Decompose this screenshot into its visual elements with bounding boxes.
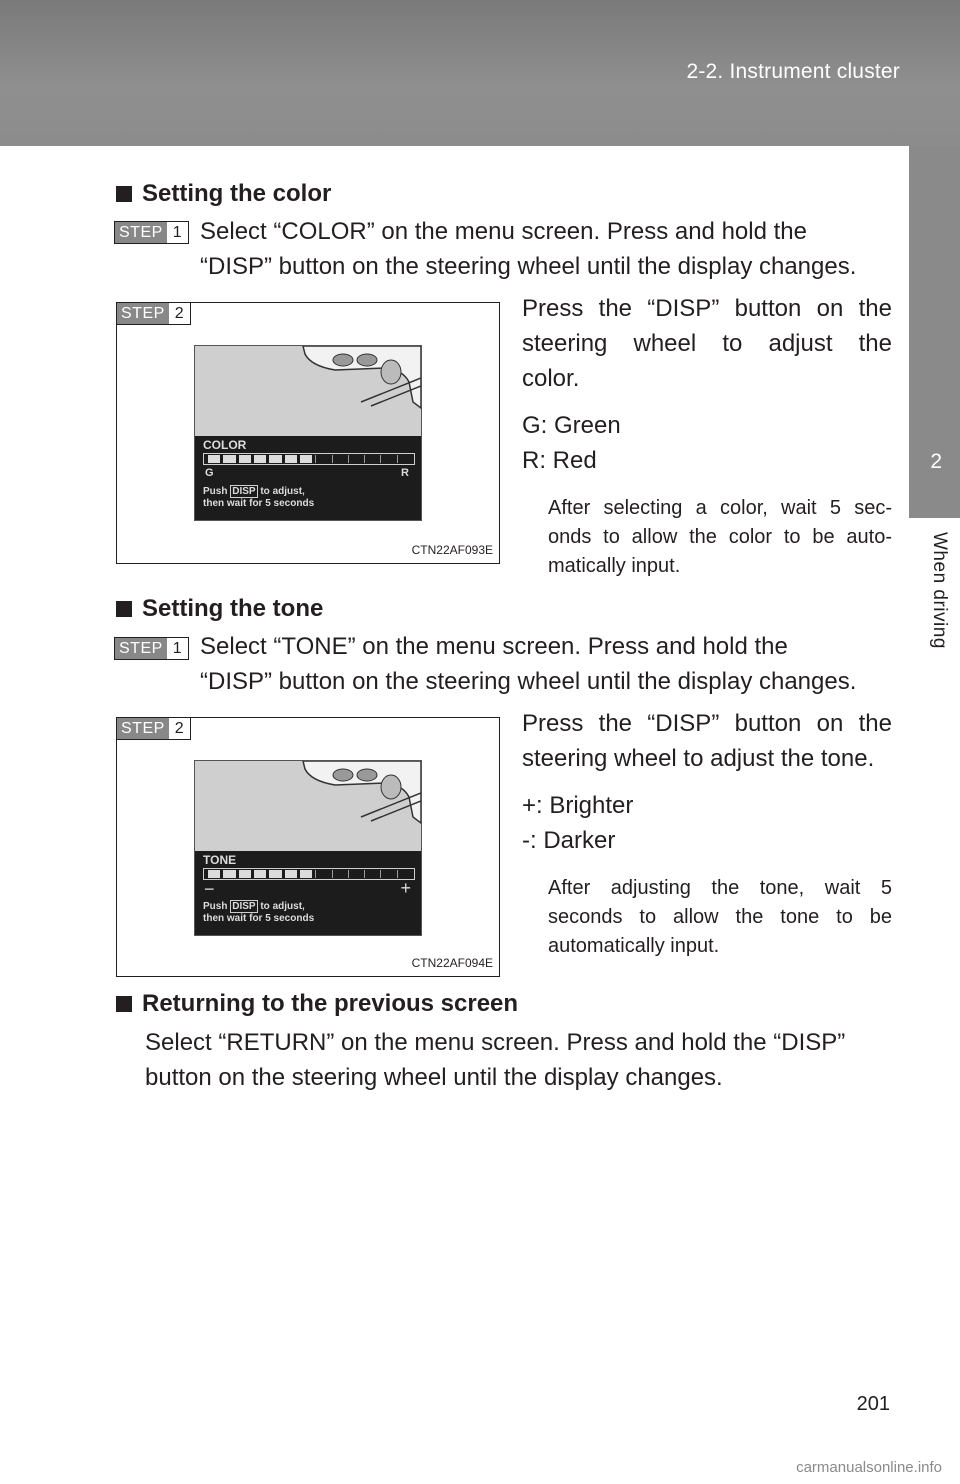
display-screen bbox=[194, 345, 422, 521]
push-instruction: Push DISP to adjust, then wait for 5 seconds bbox=[203, 901, 315, 924]
color-step1-text: Select “COLOR” on the menu screen. Press and hold the bbox=[200, 218, 807, 245]
page-number: 201 bbox=[856, 1393, 890, 1415]
square-bullet-icon bbox=[116, 186, 132, 202]
chapter-label: When driving bbox=[929, 532, 950, 649]
step-2-tag: STEP 2 bbox=[116, 717, 191, 740]
step-1-tag: STEP 1 bbox=[114, 221, 189, 244]
tone-note: After adjusting the tone, wait 5 seconds to allow the tone to be automatically input. bbox=[548, 877, 892, 957]
setting-panel bbox=[195, 851, 421, 935]
car-top-view-icon bbox=[195, 346, 421, 438]
tone-legend: +: Brighter -: Darker bbox=[522, 792, 634, 854]
car-top-view-icon bbox=[195, 761, 421, 853]
square-bullet-icon bbox=[116, 996, 132, 1012]
level-bar bbox=[203, 868, 415, 880]
color-heading: Setting the color bbox=[116, 180, 331, 208]
tone-figure bbox=[116, 717, 500, 977]
tone-step1-text: Select “TONE” on the menu screen. Press and hold the bbox=[200, 633, 788, 660]
color-step2-text: Press the “DISP” button on the steering wheel to adjust the color. bbox=[522, 295, 892, 392]
chapter-number: 2 bbox=[930, 450, 942, 473]
color-note: After selecting a color, wait 5 sec- onds to allow the color to be auto- matically input. bbox=[548, 497, 892, 577]
figure-code: CTN22AF094E bbox=[411, 956, 493, 970]
setting-panel bbox=[195, 436, 421, 520]
push-instruction: Push DISP to adjust, then wait for 5 seconds bbox=[203, 486, 315, 509]
watermark: carmanualsonline.info bbox=[796, 1459, 942, 1476]
disp-button: DISP bbox=[232, 901, 256, 912]
red-label: R bbox=[401, 467, 409, 479]
screen-title: COLOR bbox=[203, 438, 247, 452]
figure-code: CTN22AF093E bbox=[411, 543, 493, 557]
green-label: G bbox=[205, 467, 214, 479]
square-bullet-icon bbox=[116, 601, 132, 617]
color-figure bbox=[116, 302, 500, 564]
section-title: 2-2. Instrument cluster bbox=[686, 60, 900, 83]
color-legend: G: Green R: Red bbox=[522, 412, 621, 474]
level-bar bbox=[203, 453, 415, 465]
return-heading: Returning to the previous screen bbox=[116, 990, 518, 1018]
tone-step2-text: Press the “DISP” button on the steering wheel to adjust the tone. bbox=[522, 710, 892, 772]
tone-heading: Setting the tone bbox=[116, 595, 323, 623]
step-2-tag: STEP 2 bbox=[116, 302, 191, 325]
return-text: Select “RETURN” on the menu screen. Press and hold the “DISP” button on the steering wheel until the display changes. bbox=[145, 1029, 846, 1091]
minus-label: − bbox=[204, 879, 215, 899]
screen-title: TONE bbox=[203, 853, 237, 867]
plus-label: + bbox=[400, 878, 411, 898]
tone-step1-line2: “DISP” button on the steering wheel until the display changes. bbox=[200, 668, 857, 695]
display-screen bbox=[194, 760, 422, 936]
disp-button: DISP bbox=[232, 486, 256, 497]
step-1-tag: STEP 1 bbox=[114, 637, 189, 660]
color-step1-line2: “DISP” button on the steering wheel until the display changes. bbox=[200, 253, 857, 280]
